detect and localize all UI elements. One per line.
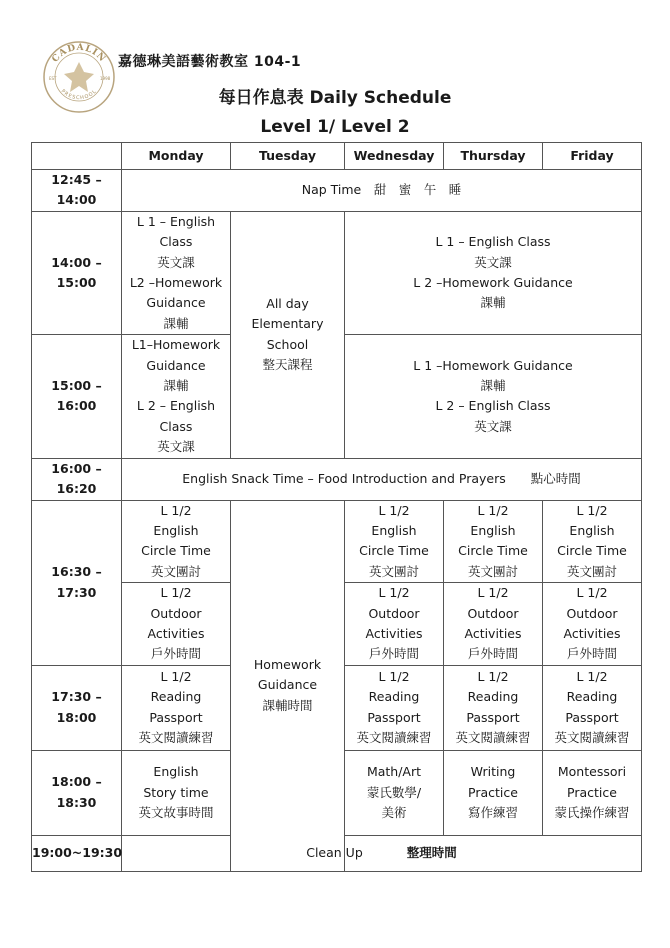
cell-line: 課輔 [163, 378, 189, 394]
cell-line: 英文閱讀練習 [138, 730, 214, 746]
cell-line: L 1/2 [576, 668, 608, 684]
cell-line: Elementary [251, 316, 324, 332]
level-title: Level 1/ Level 2 [260, 117, 410, 137]
cell-line: 英文課 [474, 418, 512, 434]
cell-line: Passport [149, 709, 203, 725]
cell-line: 英文閱讀練習 [554, 730, 630, 746]
cell-line: English [153, 764, 199, 780]
cell-line: 英文課 [474, 254, 512, 270]
cleanup-cell [122, 835, 642, 871]
cell-line: 戶外時間 [566, 646, 617, 662]
thursday-circle-cell [444, 500, 543, 583]
time-cell: 16:00 –16:20 [32, 458, 122, 500]
cell-line: 英文閱讀練習 [455, 730, 531, 746]
cell-line: Outdoor [566, 605, 618, 621]
cell-line: 整天課程 [262, 357, 313, 373]
cell-line: L 1/2 [378, 668, 410, 684]
nap-time-cell: Nap Time 甜 蜜 午 睡 [122, 170, 642, 212]
school-title: 嘉德琳美語藝術教室 104-1 [118, 54, 302, 70]
friday-outdoor-cell [543, 583, 642, 666]
wednesday-circle-cell [345, 500, 444, 583]
cell-line: 英文團討 [150, 563, 201, 579]
snack-time-cell: English Snack Time – Food Introduction and Prayers 點心時間 [122, 458, 642, 500]
cell-line: L 1/2 [160, 585, 192, 601]
cell-line: 蒙氏操作練習 [554, 804, 630, 820]
monday-reading-cell [122, 665, 231, 750]
cell-line: Reading [566, 689, 618, 705]
monday-1500-cell [122, 335, 231, 458]
wednesday-outdoor-cell [345, 583, 444, 666]
friday-montessori-cell [543, 750, 642, 835]
wednesday-reading-cell [345, 665, 444, 750]
cell-line: Activities [365, 625, 423, 641]
cell-line: Circle Time [141, 543, 211, 559]
cell-line: 英文團討 [368, 563, 419, 579]
cell-line: 英文課 [157, 439, 195, 455]
friday-reading-cell [543, 665, 642, 750]
wed-fri-1400-cell [345, 211, 642, 334]
cell-line: L 2 – English [136, 398, 216, 414]
day-header-monday: Monday [122, 143, 231, 170]
cell-line: 英文團討 [566, 563, 617, 579]
cell-line: Passport [466, 709, 520, 725]
wed-fri-1500-cell [345, 335, 642, 458]
row-cleanup [32, 835, 642, 871]
cell-line: L 1/2 [160, 668, 192, 684]
day-header-tuesday: Tuesday [231, 143, 345, 170]
row-1400 [32, 211, 642, 334]
cell-line: Guidance [146, 295, 206, 311]
cell-line: Reading [467, 689, 519, 705]
svg-text:1998: 1998 [100, 76, 111, 81]
cell-line: 戶外時間 [150, 646, 201, 662]
cell-line: L 1/2 [160, 502, 192, 518]
time-cell: 18:00 –18:30 [32, 750, 122, 835]
schedule-table [31, 142, 642, 872]
time-cell: 16:30 –17:30 [32, 500, 122, 665]
cell-line: Montessori [557, 764, 627, 780]
cleanup-english: Clean Up [306, 845, 363, 861]
cell-line: L 1 – English [136, 213, 216, 229]
cell-line: Activities [563, 625, 621, 641]
cell-line: Activities [147, 625, 205, 641]
cell-line: 寫作練習 [467, 804, 518, 820]
cell-line: L2 –Homework [129, 275, 223, 291]
time-cell: 19:00~19:30 [32, 835, 122, 871]
cell-line: 課輔 [163, 315, 189, 331]
cell-line: L 2 –Homework Guidance [413, 275, 573, 291]
monday-circle-cell [122, 500, 231, 583]
monday-story-cell [122, 750, 231, 835]
row-snack [32, 458, 642, 500]
day-header-friday: Friday [543, 143, 642, 170]
time-cell: 14:00 –15:00 [32, 211, 122, 334]
cell-line: Guidance [146, 357, 206, 373]
cell-line: English [153, 522, 199, 538]
cell-line: 美術 [381, 804, 407, 820]
thursday-reading-cell [444, 665, 543, 750]
cell-line: L 1/2 [477, 502, 509, 518]
cell-line: 英文故事時間 [138, 804, 214, 820]
cell-line: 英文團討 [467, 563, 518, 579]
thursday-writing-cell [444, 750, 543, 835]
cell-line: 英文課 [157, 254, 195, 270]
cell-line: Class [159, 418, 193, 434]
cell-line: School [266, 336, 309, 352]
cleanup-chinese: 整理時間 [406, 845, 457, 861]
cell-line: Circle Time [458, 543, 528, 559]
cell-line: 課輔 [480, 295, 506, 311]
cell-line: English [371, 522, 417, 538]
cell-line: Reading [368, 689, 420, 705]
cell-line: 戶外時間 [467, 646, 518, 662]
cell-line: Writing [470, 764, 516, 780]
cell-line: Practice [567, 784, 617, 800]
cell-line: L 1/2 [477, 668, 509, 684]
cell-line: Math/Art [366, 764, 422, 780]
cell-line: L 1/2 [576, 585, 608, 601]
time-cell: 15:00 –16:00 [32, 335, 122, 458]
cell-line: L 1 – English Class [435, 234, 551, 250]
tuesday-allday-cell [231, 211, 345, 458]
monday-outdoor-cell [122, 583, 231, 666]
cell-line: Passport [367, 709, 421, 725]
cell-line: Passport [565, 709, 619, 725]
cell-line: 課輔時間 [262, 697, 313, 713]
cell-line: All day [266, 295, 309, 311]
cell-line: English [470, 522, 516, 538]
cell-line: Story time [143, 784, 209, 800]
cell-line: Practice [468, 784, 518, 800]
cell-line: Outdoor [368, 605, 420, 621]
cell-line: L 1 –Homework Guidance [413, 357, 573, 373]
svg-text:CADALIN: CADALIN [50, 42, 108, 65]
friday-circle-cell [543, 500, 642, 583]
document-title: 每日作息表 Daily Schedule [218, 88, 452, 108]
corner-cell [32, 143, 122, 170]
time-cell: 17:30 –18:00 [32, 665, 122, 750]
cell-line: Outdoor [467, 605, 519, 621]
cell-line: English [569, 522, 615, 538]
wednesday-math-art-cell [345, 750, 444, 835]
row-1630-a [32, 500, 642, 583]
svg-text:EST: EST [49, 76, 57, 81]
cell-line: 蒙氏數學/ [366, 784, 422, 800]
cell-line: Class [159, 234, 193, 250]
cell-line: Circle Time [359, 543, 429, 559]
day-header-thursday: Thursday [444, 143, 543, 170]
cell-line: 英文閱讀練習 [356, 730, 432, 746]
cell-line: 課輔 [480, 378, 506, 394]
time-cell: 12:45 –14:00 [32, 170, 122, 212]
cell-line: L 2 – English Class [435, 398, 551, 414]
header-row [32, 143, 642, 170]
cell-line: L 1/2 [576, 502, 608, 518]
monday-1400-cell [122, 211, 231, 334]
cell-line: Outdoor [150, 605, 202, 621]
cell-line: Guidance [257, 677, 318, 693]
cell-line: Homework [253, 657, 322, 673]
row-nap [32, 170, 642, 212]
cell-line: L 1/2 [477, 585, 509, 601]
cell-line: Activities [464, 625, 522, 641]
cell-line: Circle Time [557, 543, 627, 559]
svg-text:PRESCHOOL: PRESCHOOL [59, 88, 99, 102]
thursday-outdoor-cell [444, 583, 543, 666]
cell-line: L 1/2 [378, 502, 410, 518]
tuesday-homework-cell [231, 500, 345, 871]
cell-line: L1–Homework [131, 337, 221, 353]
cell-line: 戶外時間 [368, 646, 419, 662]
day-header-wednesday: Wednesday [345, 143, 444, 170]
cell-line: L 1/2 [378, 585, 410, 601]
cell-line: Reading [150, 689, 202, 705]
